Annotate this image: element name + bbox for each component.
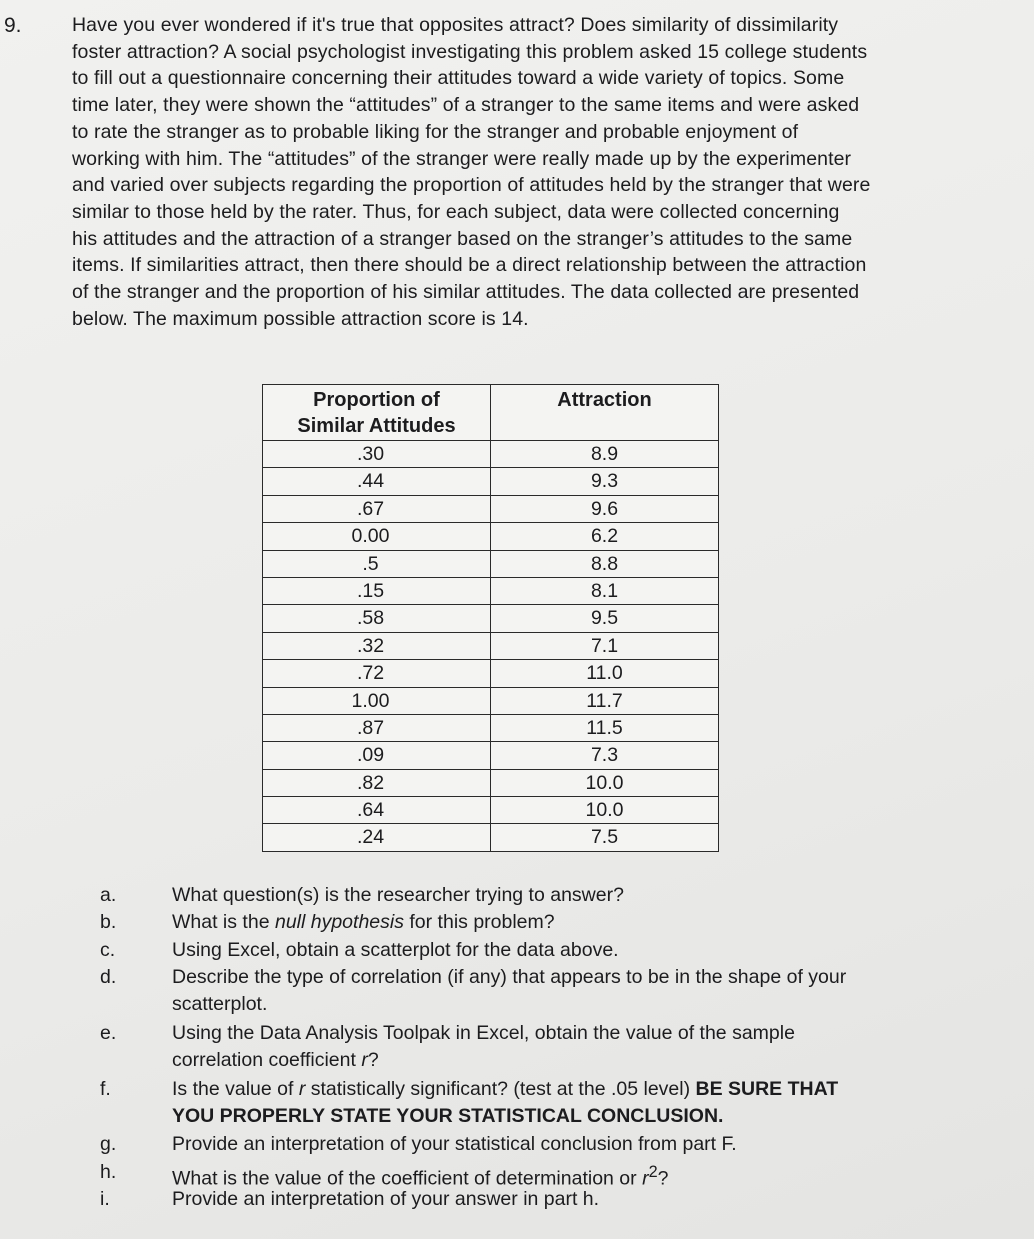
- question-text: What is the value of the coefficient of determination or $r^2$?: [172, 1162, 669, 1190]
- table-row: [263, 741, 718, 768]
- question-text: What is the null hypothesis for this problem?: [172, 911, 555, 934]
- table-row: [263, 522, 718, 549]
- intro-line: similar to those held by the rater. Thus, for each subject, data were collected concerning: [72, 200, 840, 223]
- table-row: [263, 495, 718, 522]
- question-label: b.: [100, 911, 117, 934]
- proportion-cell: .24: [263, 824, 491, 850]
- attraction-cell: 7.1: [590, 634, 619, 657]
- proportion-cell: .32: [263, 633, 491, 659]
- table-row: [263, 687, 718, 714]
- attraction-cell: 7.5: [590, 826, 619, 849]
- intro-line: Have you ever wondered if it's true that opposites attract? Does similarity of dissimilarity: [72, 14, 839, 36]
- attraction-cell: 8.9: [590, 443, 619, 465]
- question-text: Provide an interpretation of your statistical conclusion from part F.: [172, 1133, 737, 1156]
- attraction-cell: 9.3: [590, 470, 619, 493]
- problem-number: 9.: [4, 14, 22, 37]
- intro-line: items. If similarities attract, then there should be a direct relationship between the attraction: [72, 254, 867, 277]
- attraction-cell: 9.6: [590, 497, 619, 520]
- question-text: Provide an interpretation of your answer in part h.: [172, 1187, 600, 1210]
- question-label: f.: [100, 1077, 111, 1100]
- table-header: [263, 385, 718, 440]
- table-row: [263, 604, 718, 631]
- table-row: [263, 659, 718, 686]
- attraction-cell: 7.3: [590, 744, 619, 767]
- question-text: What question(s) is the researcher trying to answer?: [172, 884, 624, 906]
- question-text: Is the value of r statistically significant? (test at the .05 level) BE SURE THAT YOU PROPERLY STATE YOUR STATISTICAL CONCLUSION.: [172, 1077, 839, 1127]
- question-label: i.: [100, 1187, 110, 1210]
- question-label: e.: [100, 1021, 117, 1044]
- problem-intro: [72, 12, 1017, 332]
- proportion-cell: .09: [263, 742, 491, 768]
- intro-line: time later, they were shown the “attitudes” of a stranger to the same items and were asked: [72, 94, 860, 117]
- proportion-cell: .58: [263, 605, 491, 631]
- attraction-cell: 11.7: [586, 689, 623, 712]
- intro-line: below. The maximum possible attraction score is 14.: [72, 307, 529, 330]
- table-body: [263, 440, 718, 851]
- proportion-cell: 1.00: [263, 688, 491, 714]
- attraction-cell: 11.0: [586, 662, 623, 685]
- intro-line: foster attraction? A social psychologist investigating this problem asked 15 college students: [72, 40, 868, 63]
- proportion-cell: .67: [263, 496, 491, 522]
- proportion-cell: .30: [263, 441, 491, 467]
- proportion-cell: .5: [263, 551, 491, 577]
- proportion-cell: .15: [263, 578, 491, 604]
- question-text: Using Excel, obtain a scatterplot for the data above.: [172, 938, 619, 961]
- proportion-cell: .64: [263, 797, 491, 823]
- attraction-cell: 10.0: [585, 799, 624, 822]
- attraction-cell: 8.8: [590, 552, 619, 575]
- question-label: a.: [100, 884, 117, 906]
- attraction-cell: 6.2: [590, 525, 619, 548]
- header-proportion: Proportion of Similar Attitudes: [263, 385, 491, 440]
- question-text: Describe the type of correlation (if any) that appears to be in the shape of your scatterplot.: [172, 965, 847, 1015]
- proportion-cell: .87: [263, 715, 491, 741]
- table-row: [263, 714, 718, 741]
- table-row: [263, 632, 718, 659]
- proportion-cell: 0.00: [263, 523, 491, 549]
- question-label: h.: [100, 1160, 117, 1183]
- attraction-cell: 9.5: [590, 607, 619, 630]
- table-row: [263, 440, 718, 467]
- intro-line: working with him. The “attitudes” of the stranger were really made up by the experimenter: [72, 147, 852, 170]
- table-row: [263, 550, 718, 577]
- question-label: g.: [100, 1133, 117, 1156]
- question-label: d.: [100, 965, 117, 988]
- attraction-cell: 11.5: [586, 716, 623, 739]
- attraction-cell: 8.1: [590, 579, 619, 602]
- table-row: [263, 823, 718, 850]
- data-table: [262, 384, 719, 852]
- header-attraction: Attraction: [557, 389, 652, 411]
- proportion-cell: .44: [263, 468, 491, 494]
- table-row: [263, 467, 718, 494]
- intro-line: and varied over subjects regarding the proportion of attitudes held by the stranger that were: [72, 174, 871, 197]
- question-label: c.: [100, 938, 116, 961]
- intro-line: of the stranger and the proportion of his similar attitudes. The data collected are presented: [72, 281, 860, 304]
- intro-line: to rate the stranger as to probable liking for the stranger and probable enjoyment of: [72, 120, 799, 143]
- table-row: [263, 796, 718, 823]
- intro-line: to fill out a questionnaire concerning their attitudes toward a wide variety of topics. Some: [72, 67, 845, 90]
- question-text: Using the Data Analysis Toolpak in Excel, obtain the value of the sample correlation coefficient r?: [172, 1021, 795, 1071]
- proportion-cell: .82: [263, 770, 491, 796]
- attraction-cell: 10.0: [585, 771, 624, 794]
- intro-line: his attitudes and the attraction of a stranger based on the stranger’s attitudes to the same: [72, 227, 853, 250]
- table-row: [263, 577, 718, 604]
- proportion-cell: .72: [263, 660, 491, 686]
- table-row: [263, 769, 718, 796]
